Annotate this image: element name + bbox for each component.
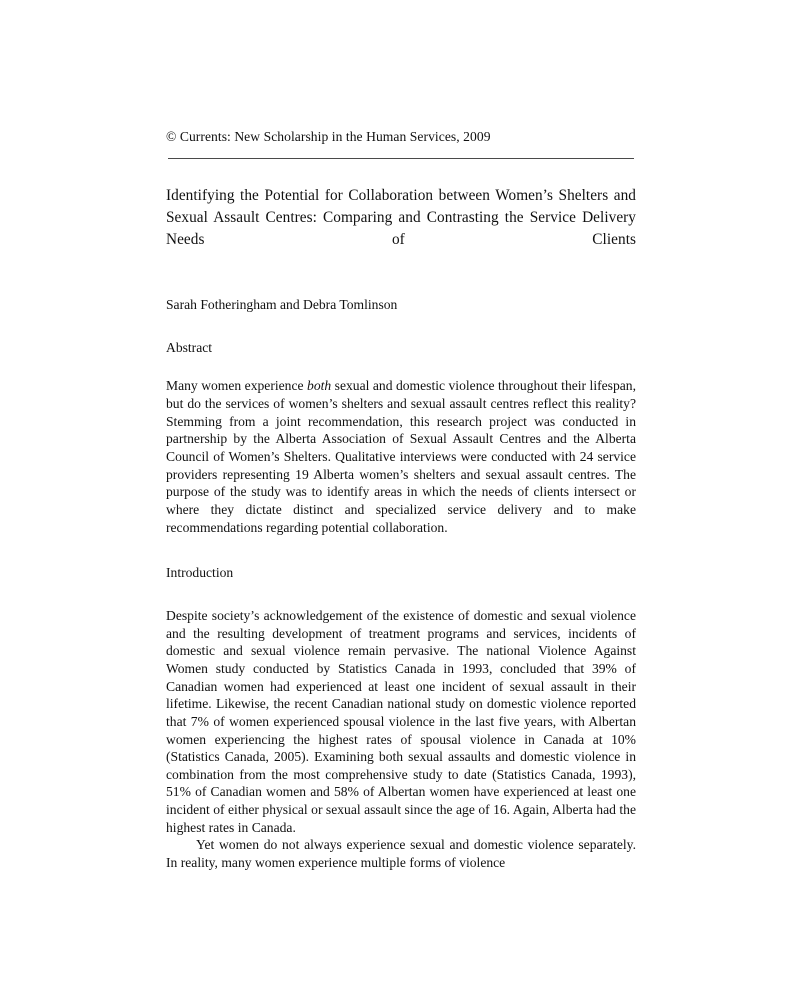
header-divider-rule (168, 158, 634, 159)
authors-byline: Sarah Fotheringham and Debra Tomlinson (166, 297, 398, 313)
introduction-paragraph-1 (166, 607, 636, 837)
section-heading-abstract: Abstract (166, 339, 213, 355)
page-title: Identifying the Potential for Collaboration between Women’s Shelters and Sexual Assault Centres: Comparing and Contrasting the Service Delivery Needs of Clients (166, 186, 636, 249)
section-heading-introduction: Introduction (166, 565, 234, 581)
emphasis-text: both (307, 378, 332, 394)
body-text: Yet women do not always experience sexual and domestic violence separately. In reality, many women experience multiple forms of violence (166, 837, 636, 871)
body-text: Despite society’s acknowledgement of the existence of domestic and sexual violence and the resulting development of treatment programs and services, incidents of domestic and sexual violence remain pervasive. The national Violence Against Women study conducted by Statistics Canada in 1993, concluded that 39% of Canadian women had experienced at least one incident of sexual assault in their lifetime. Likewise, the recent Canadian national study on domestic violence reported that 7% of women experienced spousal violence in the last five years, with Albertan women experiencing the highest rates of spousal violence in Canada at 10% (Statistics Canada, 2005). Examining both sexual assaults and domestic violence in combination from the most comprehensive study to date (Statistics Canada, 1993), 51% of Canadian women and 58% of Albertan women have experienced at least one incident of either physical or sexual assault since the age of 16. Again, Alberta had the highest rates in Canada. (166, 607, 636, 835)
body-text: Many women experience (166, 378, 308, 394)
page-content (166, 128, 636, 872)
body-text: sexual and domestic violence throughout their lifespan, but do the services of women’s shelters and sexual assault centres reflect this reality? Stemming from a joint recommendation, this research project was conducted in partnership by the Alberta Association of Sexual Assault Centres and the Alberta Council of Women’s Shelters. Qualitative interviews were conducted with 24 service providers representing 19 Alberta women’s shelters and sexual assault centres. The purpose of the study was to identify areas in which the needs of clients intersect or where they dictate distinct and specialized service delivery and to make recommendations regarding potential collaboration. (166, 378, 636, 535)
abstract-paragraph (166, 377, 636, 536)
journal-copyright-header: © Currents: New Scholarship in the Human Services, 2009 (166, 129, 491, 144)
introduction-paragraph-2 (166, 836, 636, 871)
